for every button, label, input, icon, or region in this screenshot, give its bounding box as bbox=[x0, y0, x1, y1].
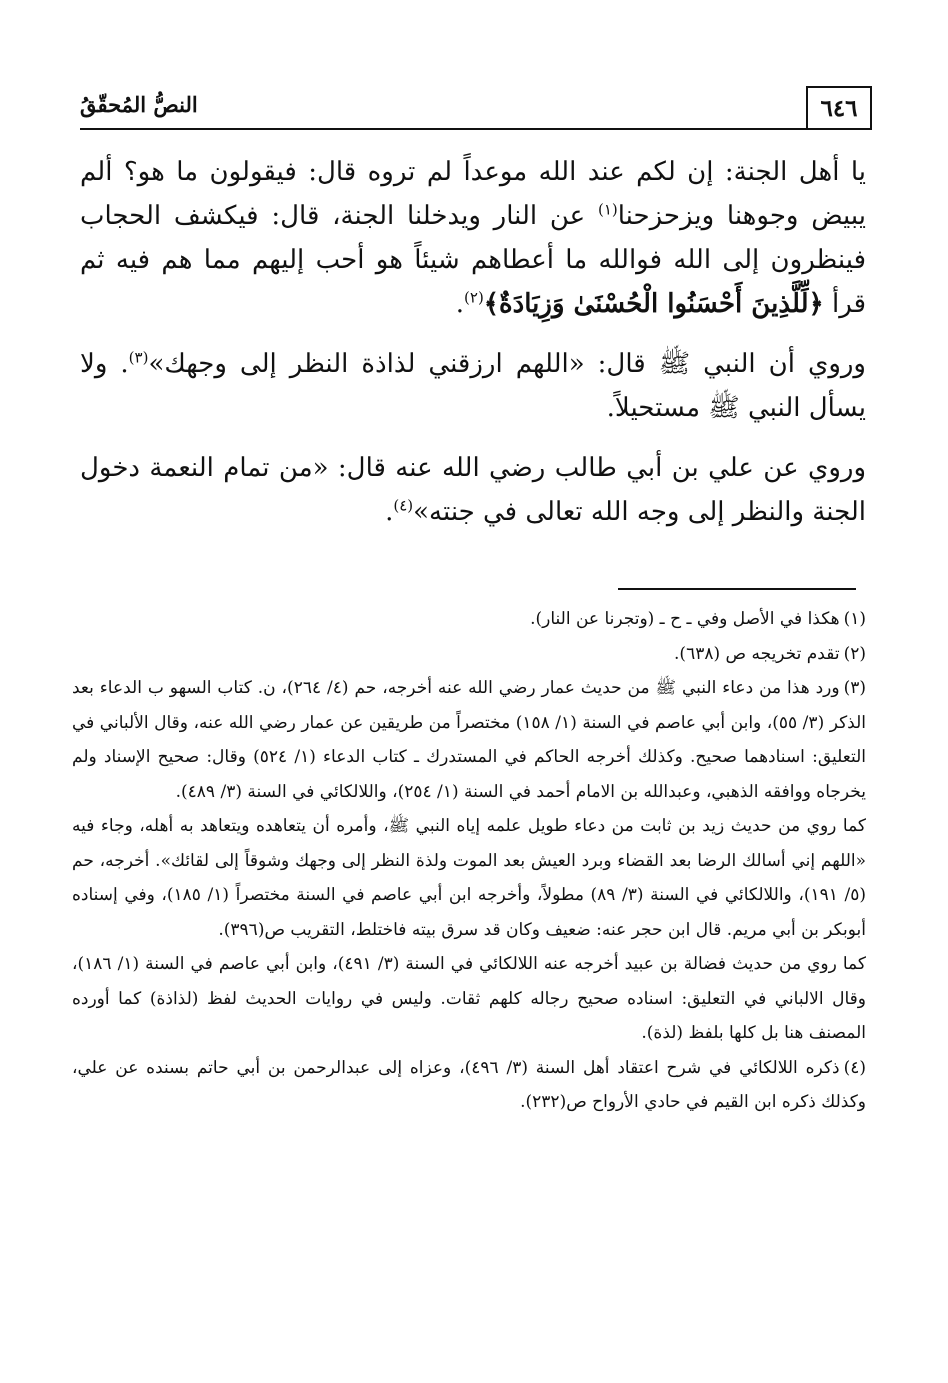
header-rule bbox=[80, 128, 872, 130]
running-title: النصُّ المُحقّقُ bbox=[80, 92, 198, 117]
footnote-text: كما روي من حديث زيد بن ثابت من دعاء طويل علمه إياه النبي ﷺ، وأمره أن يتعاهده ويتعاهد به أهله، وجاء فيه «اللهم إني أسالك الرضا بعد القضاء وبرد العيش بعد الموت ولذة النظر إلى وجهك وشوقاً إلى لقائك». أخرجه، حم (٥/ ١٩١)، واللالكائي في السنة (٣/ ٨٩) مطولاً، وأخرجه ابن أبي عاصم في السنة مختصراً (١/ ١٨٥)، وفي إسناده أبوبكر بن أبي مريم. قال ابن حجر عنه: ضعيف وكان قد سرق بيته فاختلط، التقريب ص(٣٩٦). bbox=[72, 816, 866, 940]
footnote-1 bbox=[72, 602, 866, 637]
paragraph-1-text-2: عن النار ويدخلنا الجنة، قال: فيكشف الحجاب فينظرون إلى الله فوالله ما أعطاهم شيئاً هو أحب إليهم مما هم فيه ثم قرأ bbox=[80, 201, 866, 319]
paragraph-2-end: . ولا يسأل النبي ﷺ مستحيلاً. bbox=[80, 349, 866, 423]
main-text bbox=[80, 150, 866, 550]
footnote-number: (٤) bbox=[843, 1057, 866, 1078]
page-header bbox=[80, 78, 872, 132]
footnote-text: تقدم تخريجه ص (٦٣٨). bbox=[674, 643, 840, 664]
footnote-number: (٣) bbox=[843, 678, 866, 698]
paragraph-2-text: وروي أن النبي ﷺ قال: «اللهم ارزقني لذاذة النظر إلى وجهك» bbox=[148, 349, 866, 379]
paragraph-1-text: يا أهل الجنة: إن لكم عند الله موعداً لم تروه قال: فيقولون ما هو؟ ألم يبيض وجوهنا ويزحزحنا bbox=[80, 157, 866, 231]
footnote-text: ذكره اللالكائي في شرح اعتقاد أهل السنة (٣/ ٤٩٦)، وعزاه إلى عبدالرحمن بن أبي حاتم بسنده عن علي، وكذلك ذكره ابن القيم في حادي الأرواح ص(٢٣٢). bbox=[72, 1057, 866, 1112]
footnote-ref-2: (٢) bbox=[464, 288, 484, 307]
paragraph-2 bbox=[80, 342, 866, 430]
footnote-ref-1: (١) bbox=[597, 200, 618, 219]
quran-verse: ﴿لِّلَّذِينَ أَحْسَنُوا الْحُسْنَىٰ وَزِيَادَةٌ﴾ bbox=[483, 289, 824, 319]
paragraph-3 bbox=[80, 446, 866, 534]
footnote-text: كما روي من حديث فضالة بن عبيد أخرجه عنه اللالكائي في السنة (٣/ ٤٩١)، وابن أبي عاصم في السنة (١/ ١٨٦)، وقال الالباني في التعليق: اسناده صحيح رجاله كلهم ثقات. وليس في روايات الحديث لفظ (لذاذة) كما أورده المصنف هنا بل كلها بلفظ (لذة). bbox=[72, 954, 866, 1043]
footnote-3 bbox=[72, 671, 866, 809]
footnote-number: (٢) bbox=[843, 643, 866, 664]
paragraph-3-text: وروي عن علي بن أبي طالب رضي الله عنه قال: «من تمام النعمة دخول الجنة والنظر إلى وجه الله تعالى في جنته» bbox=[80, 453, 867, 527]
footnote-ref-3: (٣) bbox=[128, 348, 149, 367]
footnote-text: ورد هذا من دعاء النبي ﷺ من حديث عمار رضي الله عنه أخرجه، حم (٤/ ٢٦٤)، ن. كتاب السهو ب الدعاء بعد الذكر (٣/ ٥٥)، وابن أبي عاصم في السنة (١/ ١٥٨) مختصراً من طريقين عن عمار رضي الله عنه، وقال الألباني في التعليق: اسنادهما صحيح. وكذلك أخرجه الحاكم في المستدرك ـ كتاب الدعاء (١/ ٥٢٤) وقال: صحيح الإسناد ولم يخرجاه ووافقه الذهبي، وعبدالله بن الامام أحمد في السنة (١/ ٢٥٤)، واللالكائي في السنة (٣/ ٤٨٩). bbox=[72, 678, 867, 802]
footnote-3-continued-a bbox=[72, 809, 866, 947]
footnote-number: (١) bbox=[843, 609, 866, 629]
paragraph-1-end: . bbox=[455, 289, 465, 319]
footnotes bbox=[72, 602, 866, 1120]
footnote-ref-4: (٤) bbox=[393, 496, 414, 515]
footnote-2 bbox=[72, 637, 866, 672]
footnote-divider bbox=[618, 588, 856, 590]
paragraph-1 bbox=[80, 150, 866, 326]
paragraph-3-end: . bbox=[385, 497, 394, 527]
footnote-text: هكذا في الأصل وفي ـ ح ـ (وتجرنا عن النار). bbox=[530, 609, 840, 629]
footnote-3-continued-b bbox=[72, 947, 866, 1051]
footnote-4 bbox=[72, 1051, 866, 1120]
page-number: ٦٤٦ bbox=[806, 86, 872, 128]
